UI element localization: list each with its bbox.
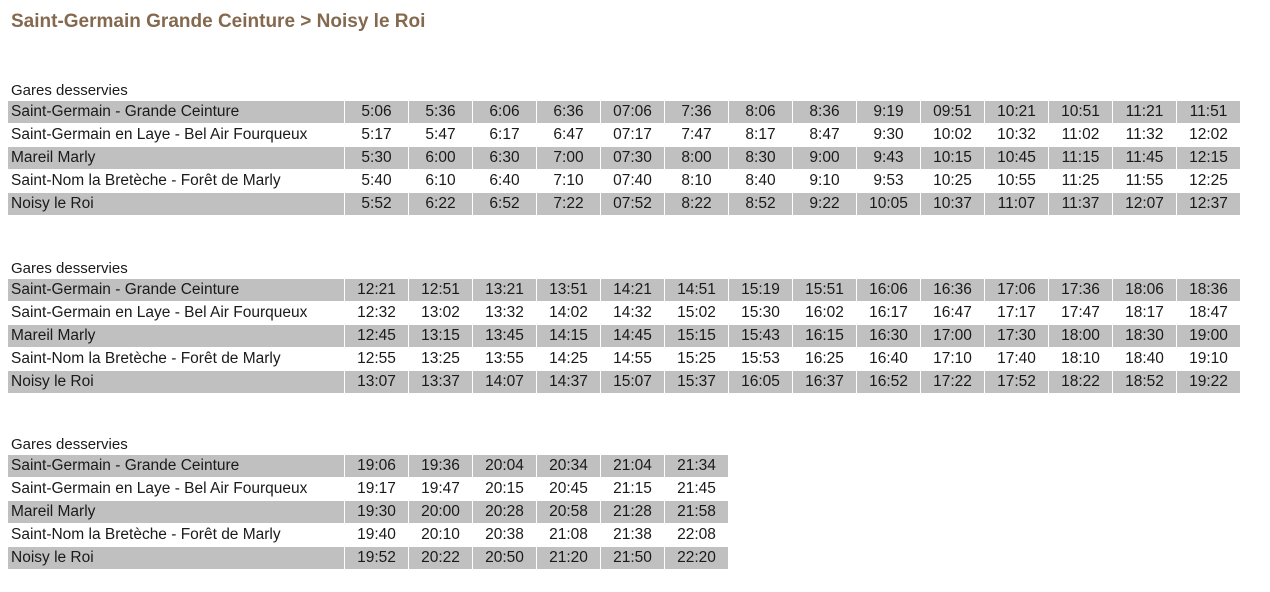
departure-time: 17:00 (921, 325, 985, 348)
departure-time: 10:15 (921, 147, 985, 170)
departure-time: 19:00 (1177, 325, 1241, 348)
timetable-block-morning (8, 82, 1241, 216)
departure-time: 11:25 (1049, 170, 1113, 193)
departure-time: 21:04 (601, 455, 665, 478)
timetable-row (8, 193, 1241, 216)
departure-time: 11:02 (1049, 124, 1113, 147)
departure-time: 12:51 (409, 279, 473, 302)
departure-time: 8:00 (665, 147, 729, 170)
departure-time: 12:55 (345, 348, 409, 371)
departure-time: 18:10 (1049, 348, 1113, 371)
departure-time: 18:00 (1049, 325, 1113, 348)
stations-served-heading: Gares desservies (11, 260, 128, 277)
timetable-row (8, 478, 729, 501)
departure-time: 20:38 (473, 524, 537, 547)
departure-time: 20:58 (537, 501, 601, 524)
departure-time: 6:17 (473, 124, 537, 147)
station-name: Saint-Nom la Bretèche - Forêt de Marly (8, 524, 345, 547)
departure-time: 9:43 (857, 147, 921, 170)
departure-time: 11:55 (1113, 170, 1177, 193)
departure-time: 6:52 (473, 193, 537, 216)
timetable-row (8, 547, 729, 570)
departure-time: 6:06 (473, 101, 537, 124)
departure-time: 20:15 (473, 478, 537, 501)
departure-time: 16:06 (857, 279, 921, 302)
timetable-afternoon (8, 279, 1241, 394)
timetable-row (8, 170, 1241, 193)
departure-time: 18:30 (1113, 325, 1177, 348)
departure-time: 21:50 (601, 547, 665, 570)
departure-time: 9:10 (793, 170, 857, 193)
departure-time: 8:30 (729, 147, 793, 170)
departure-time: 13:25 (409, 348, 473, 371)
timetable-row (8, 455, 729, 478)
departure-time: 11:51 (1177, 101, 1241, 124)
departure-time: 10:05 (857, 193, 921, 216)
station-name: Noisy le Roi (8, 371, 345, 394)
departure-time: 18:52 (1113, 371, 1177, 394)
departure-time: 07:30 (601, 147, 665, 170)
departure-time: 11:37 (1049, 193, 1113, 216)
departure-time: 21:34 (665, 455, 729, 478)
timetable-row (8, 124, 1241, 147)
station-name: Saint-Germain - Grande Ceinture (8, 279, 345, 302)
departure-time: 11:21 (1113, 101, 1177, 124)
departure-time: 11:15 (1049, 147, 1113, 170)
departure-time: 6:47 (537, 124, 601, 147)
departure-time: 14:07 (473, 371, 537, 394)
departure-time: 13:51 (537, 279, 601, 302)
departure-time: 7:10 (537, 170, 601, 193)
departure-time: 20:45 (537, 478, 601, 501)
departure-time: 13:21 (473, 279, 537, 302)
station-name: Saint-Germain en Laye - Bel Air Fourqueux (8, 478, 345, 501)
departure-time: 21:58 (665, 501, 729, 524)
station-name: Mareil Marly (8, 325, 345, 348)
departure-time: 6:22 (409, 193, 473, 216)
departure-time: 21:38 (601, 524, 665, 547)
departure-time: 20:00 (409, 501, 473, 524)
departure-time: 12:32 (345, 302, 409, 325)
departure-time: 21:28 (601, 501, 665, 524)
page-title: Saint-Germain Grande Ceinture > Noisy le Roi (11, 11, 426, 32)
timetable-morning (8, 101, 1241, 216)
departure-time: 5:30 (345, 147, 409, 170)
departure-time: 20:04 (473, 455, 537, 478)
departure-time: 15:02 (665, 302, 729, 325)
departure-time: 16:25 (793, 348, 857, 371)
departure-time: 5:36 (409, 101, 473, 124)
departure-time: 6:36 (537, 101, 601, 124)
timetable-row (8, 371, 1241, 394)
departure-time: 8:10 (665, 170, 729, 193)
departure-time: 10:32 (985, 124, 1049, 147)
timetable-row (8, 501, 729, 524)
departure-time: 15:51 (793, 279, 857, 302)
departure-time: 14:32 (601, 302, 665, 325)
departure-time: 20:22 (409, 547, 473, 570)
departure-time: 7:47 (665, 124, 729, 147)
departure-time: 10:02 (921, 124, 985, 147)
departure-time: 5:06 (345, 101, 409, 124)
timetable-block-evening (8, 436, 729, 570)
departure-time: 14:55 (601, 348, 665, 371)
departure-time: 19:40 (345, 524, 409, 547)
departure-time: 21:15 (601, 478, 665, 501)
station-name: Saint-Germain en Laye - Bel Air Fourqueux (8, 124, 345, 147)
departure-time: 12:15 (1177, 147, 1241, 170)
departure-time: 16:36 (921, 279, 985, 302)
departure-time: 20:28 (473, 501, 537, 524)
timetable-evening (8, 455, 729, 570)
departure-time: 5:47 (409, 124, 473, 147)
timetable-row (8, 147, 1241, 170)
departure-time: 17:52 (985, 371, 1049, 394)
departure-time: 14:21 (601, 279, 665, 302)
departure-time: 7:22 (537, 193, 601, 216)
departure-time: 07:40 (601, 170, 665, 193)
departure-time: 12:21 (345, 279, 409, 302)
departure-time: 20:50 (473, 547, 537, 570)
stations-served-heading: Gares desservies (11, 436, 128, 453)
departure-time: 14:02 (537, 302, 601, 325)
departure-time: 07:17 (601, 124, 665, 147)
departure-time: 16:47 (921, 302, 985, 325)
departure-time: 17:10 (921, 348, 985, 371)
departure-time: 8:47 (793, 124, 857, 147)
departure-time: 13:07 (345, 371, 409, 394)
departure-time: 16:02 (793, 302, 857, 325)
departure-time: 16:30 (857, 325, 921, 348)
station-name: Saint-Nom la Bretèche - Forêt de Marly (8, 348, 345, 371)
departure-time: 9:53 (857, 170, 921, 193)
station-name: Saint-Nom la Bretèche - Forêt de Marly (8, 170, 345, 193)
departure-time: 18:06 (1113, 279, 1177, 302)
departure-time: 21:20 (537, 547, 601, 570)
departure-time: 6:00 (409, 147, 473, 170)
departure-time: 5:17 (345, 124, 409, 147)
departure-time: 20:34 (537, 455, 601, 478)
departure-time: 18:36 (1177, 279, 1241, 302)
departure-time: 5:52 (345, 193, 409, 216)
departure-time: 12:25 (1177, 170, 1241, 193)
departure-time: 14:15 (537, 325, 601, 348)
departure-time: 9:19 (857, 101, 921, 124)
departure-time: 19:22 (1177, 371, 1241, 394)
station-name: Noisy le Roi (8, 547, 345, 570)
departure-time: 17:30 (985, 325, 1049, 348)
departure-time: 18:22 (1049, 371, 1113, 394)
departure-time: 12:37 (1177, 193, 1241, 216)
departure-time: 13:15 (409, 325, 473, 348)
departure-time: 10:25 (921, 170, 985, 193)
departure-time: 16:05 (729, 371, 793, 394)
departure-time: 14:37 (537, 371, 601, 394)
departure-time: 21:08 (537, 524, 601, 547)
departure-time: 19:36 (409, 455, 473, 478)
departure-time: 19:17 (345, 478, 409, 501)
departure-time: 6:40 (473, 170, 537, 193)
departure-time: 7:36 (665, 101, 729, 124)
departure-time: 13:32 (473, 302, 537, 325)
departure-time: 12:45 (345, 325, 409, 348)
departure-time: 15:15 (665, 325, 729, 348)
departure-time: 20:10 (409, 524, 473, 547)
departure-time: 10:37 (921, 193, 985, 216)
station-name: Mareil Marly (8, 501, 345, 524)
departure-time: 14:51 (665, 279, 729, 302)
departure-time: 12:02 (1177, 124, 1241, 147)
departure-time: 8:40 (729, 170, 793, 193)
departure-time: 15:53 (729, 348, 793, 371)
departure-time: 19:06 (345, 455, 409, 478)
departure-time: 13:37 (409, 371, 473, 394)
timetable-row (8, 101, 1241, 124)
departure-time: 15:07 (601, 371, 665, 394)
departure-time: 11:32 (1113, 124, 1177, 147)
departure-time: 17:22 (921, 371, 985, 394)
departure-time: 21:45 (665, 478, 729, 501)
departure-time: 07:52 (601, 193, 665, 216)
departure-time: 17:40 (985, 348, 1049, 371)
departure-time: 6:30 (473, 147, 537, 170)
departure-time: 07:06 (601, 101, 665, 124)
departure-time: 10:45 (985, 147, 1049, 170)
departure-time: 13:45 (473, 325, 537, 348)
departure-time: 11:07 (985, 193, 1049, 216)
station-name: Saint-Germain en Laye - Bel Air Fourqueux (8, 302, 345, 325)
departure-time: 9:22 (793, 193, 857, 216)
departure-time: 22:08 (665, 524, 729, 547)
station-name: Saint-Germain - Grande Ceinture (8, 455, 345, 478)
departure-time: 15:30 (729, 302, 793, 325)
departure-time: 6:10 (409, 170, 473, 193)
departure-time: 8:06 (729, 101, 793, 124)
departure-time: 16:37 (793, 371, 857, 394)
departure-time: 18:47 (1177, 302, 1241, 325)
departure-time: 16:40 (857, 348, 921, 371)
departure-time: 09:51 (921, 101, 985, 124)
stations-served-heading: Gares desservies (11, 82, 128, 99)
departure-time: 8:17 (729, 124, 793, 147)
departure-time: 17:47 (1049, 302, 1113, 325)
station-name: Saint-Germain - Grande Ceinture (8, 101, 345, 124)
departure-time: 5:40 (345, 170, 409, 193)
departure-time: 19:30 (345, 501, 409, 524)
departure-time: 15:43 (729, 325, 793, 348)
departure-time: 17:17 (985, 302, 1049, 325)
departure-time: 17:36 (1049, 279, 1113, 302)
departure-time: 18:40 (1113, 348, 1177, 371)
timetable-block-afternoon (8, 260, 1241, 394)
station-name: Noisy le Roi (8, 193, 345, 216)
departure-time: 15:25 (665, 348, 729, 371)
departure-time: 8:52 (729, 193, 793, 216)
departure-time: 19:10 (1177, 348, 1241, 371)
departure-time: 8:22 (665, 193, 729, 216)
timetable-row (8, 524, 729, 547)
timetable-row (8, 325, 1241, 348)
timetable-row (8, 279, 1241, 302)
timetable-row (8, 302, 1241, 325)
departure-time: 17:06 (985, 279, 1049, 302)
timetable-row (8, 348, 1241, 371)
departure-time: 22:20 (665, 547, 729, 570)
departure-time: 9:00 (793, 147, 857, 170)
departure-time: 19:52 (345, 547, 409, 570)
departure-time: 18:17 (1113, 302, 1177, 325)
departure-time: 10:21 (985, 101, 1049, 124)
departure-time: 7:00 (537, 147, 601, 170)
departure-time: 15:19 (729, 279, 793, 302)
departure-time: 16:52 (857, 371, 921, 394)
departure-time: 11:45 (1113, 147, 1177, 170)
departure-time: 10:51 (1049, 101, 1113, 124)
departure-time: 10:55 (985, 170, 1049, 193)
departure-time: 19:47 (409, 478, 473, 501)
departure-time: 13:55 (473, 348, 537, 371)
departure-time: 15:37 (665, 371, 729, 394)
station-name: Mareil Marly (8, 147, 345, 170)
departure-time: 16:15 (793, 325, 857, 348)
departure-time: 16:17 (857, 302, 921, 325)
departure-time: 8:36 (793, 101, 857, 124)
departure-time: 13:02 (409, 302, 473, 325)
departure-time: 14:45 (601, 325, 665, 348)
departure-time: 12:07 (1113, 193, 1177, 216)
departure-time: 9:30 (857, 124, 921, 147)
departure-time: 14:25 (537, 348, 601, 371)
